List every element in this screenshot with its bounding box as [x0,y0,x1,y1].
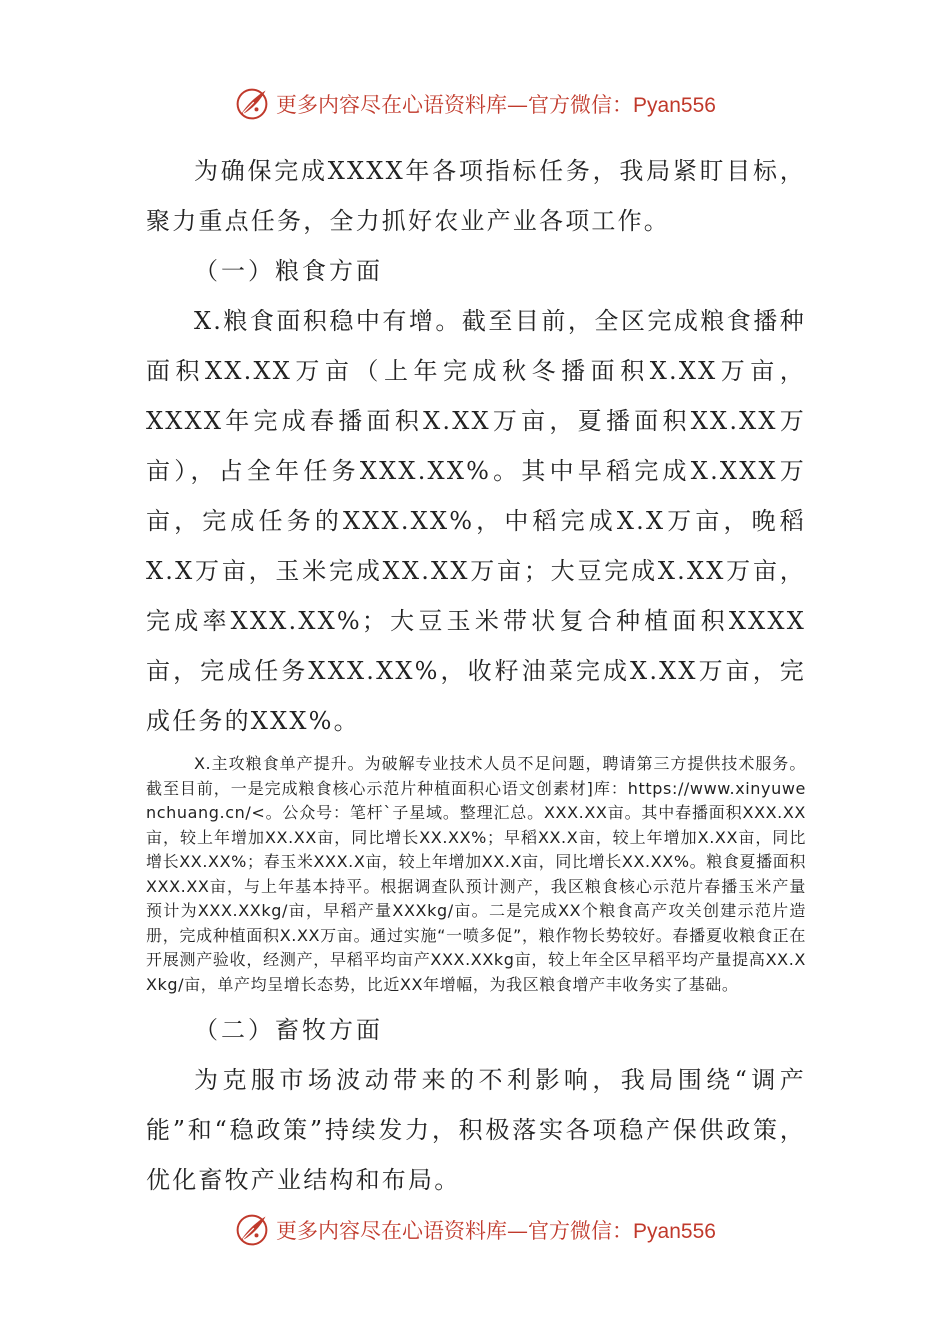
section-heading-grain: （一）粮食方面 [194,257,383,285]
watermark-banner-bottom [0,1210,950,1250]
watermark-text: 更多内容尽在心语资料库—官方微信：Pyan556 [276,93,716,117]
section-heading-livestock: （二）畜牧方面 [194,1016,383,1044]
quill-pen-logo-icon [234,1212,270,1248]
watermark-banner-top [0,84,950,124]
intro-paragraph: 为确保完成XXXX年各项指标任务，我局紧盯目标，聚力重点任务，全力抓好农业产业各项工作。 [146,157,806,235]
livestock-paragraph: 为克服市场波动带来的不利影响，我局围绕“调产能”和“稳政策”持续发力，积极落实各项稳产保供政策，优化畜牧产业结构和布局。 [146,1066,806,1194]
quill-pen-logo-icon [234,86,270,122]
grain-yield-paragraph: X.主攻粮食单产提升。为破解专业技术人员不足问题，聘请第三方提供技术服务。截至目前，一是完成粮食核心示范片种植面积心语文创素材]库：https://www.xinyuwenchuang.cn/<。公众号：笔杆`子星域。整理汇总。XXX.XX亩。其中春播面积XXX.XX亩，较上年增加XX.XX亩，同比增长XX.XX%；早稻XX.X亩，较上年增加X.XX亩，同比增长XX.XX%；春玉米XXX.X亩，较上年增加XX.X亩，同比增长XX.XX%。粮食夏播面积XXX.XX亩，与上年基本持平。根据调查队预计测产，我区粮食核心示范片春播玉米产量预计为XXX.XXkg/亩，早稻产量XXXkg/亩。二是完成XX个粮食高产攻关创建示范片造册，完成种植面积X.XX万亩。通过实施“一喷多促”，粮作物长势较好。春播夏收粮食正在开展测产验收，经测产，早稻平均亩产XXX.XXkg亩，较上年全区早稻平均产量提高XX.XXkg/亩，单产均呈增长态势，比近XX年增幅，为我区粮食增产丰收务实了基础。 [146,754,806,994]
document-body [146,146,806,1205]
grain-area-paragraph: X.粮食面积稳中有增。截至目前，全区完成粮食播种面积XX.XX万亩（上年完成秋冬播面积X.XX万亩，XXXX年完成春播面积X.XX万亩，夏播面积XX.XX万亩），占全年任务XXX.XX%。其中早稻完成X.XXX万亩，完成任务的XXX.XX%，中稻完成X.X万亩，晚稻X.X万亩，玉米完成XX.XX万亩；大豆完成X.XX万亩，完成率XXX.XX%；大豆玉米带状复合种植面积XXXX亩，完成任务XXX.XX%，收籽油菜完成X.XX万亩，完成任务的XXX%。 [146,307,806,735]
watermark-wechat-id: Pyan556 [633,1220,716,1243]
watermark-wechat-id: Pyan556 [633,94,716,117]
watermark-text: 更多内容尽在心语资料库—官方微信：Pyan556 [276,1219,716,1243]
